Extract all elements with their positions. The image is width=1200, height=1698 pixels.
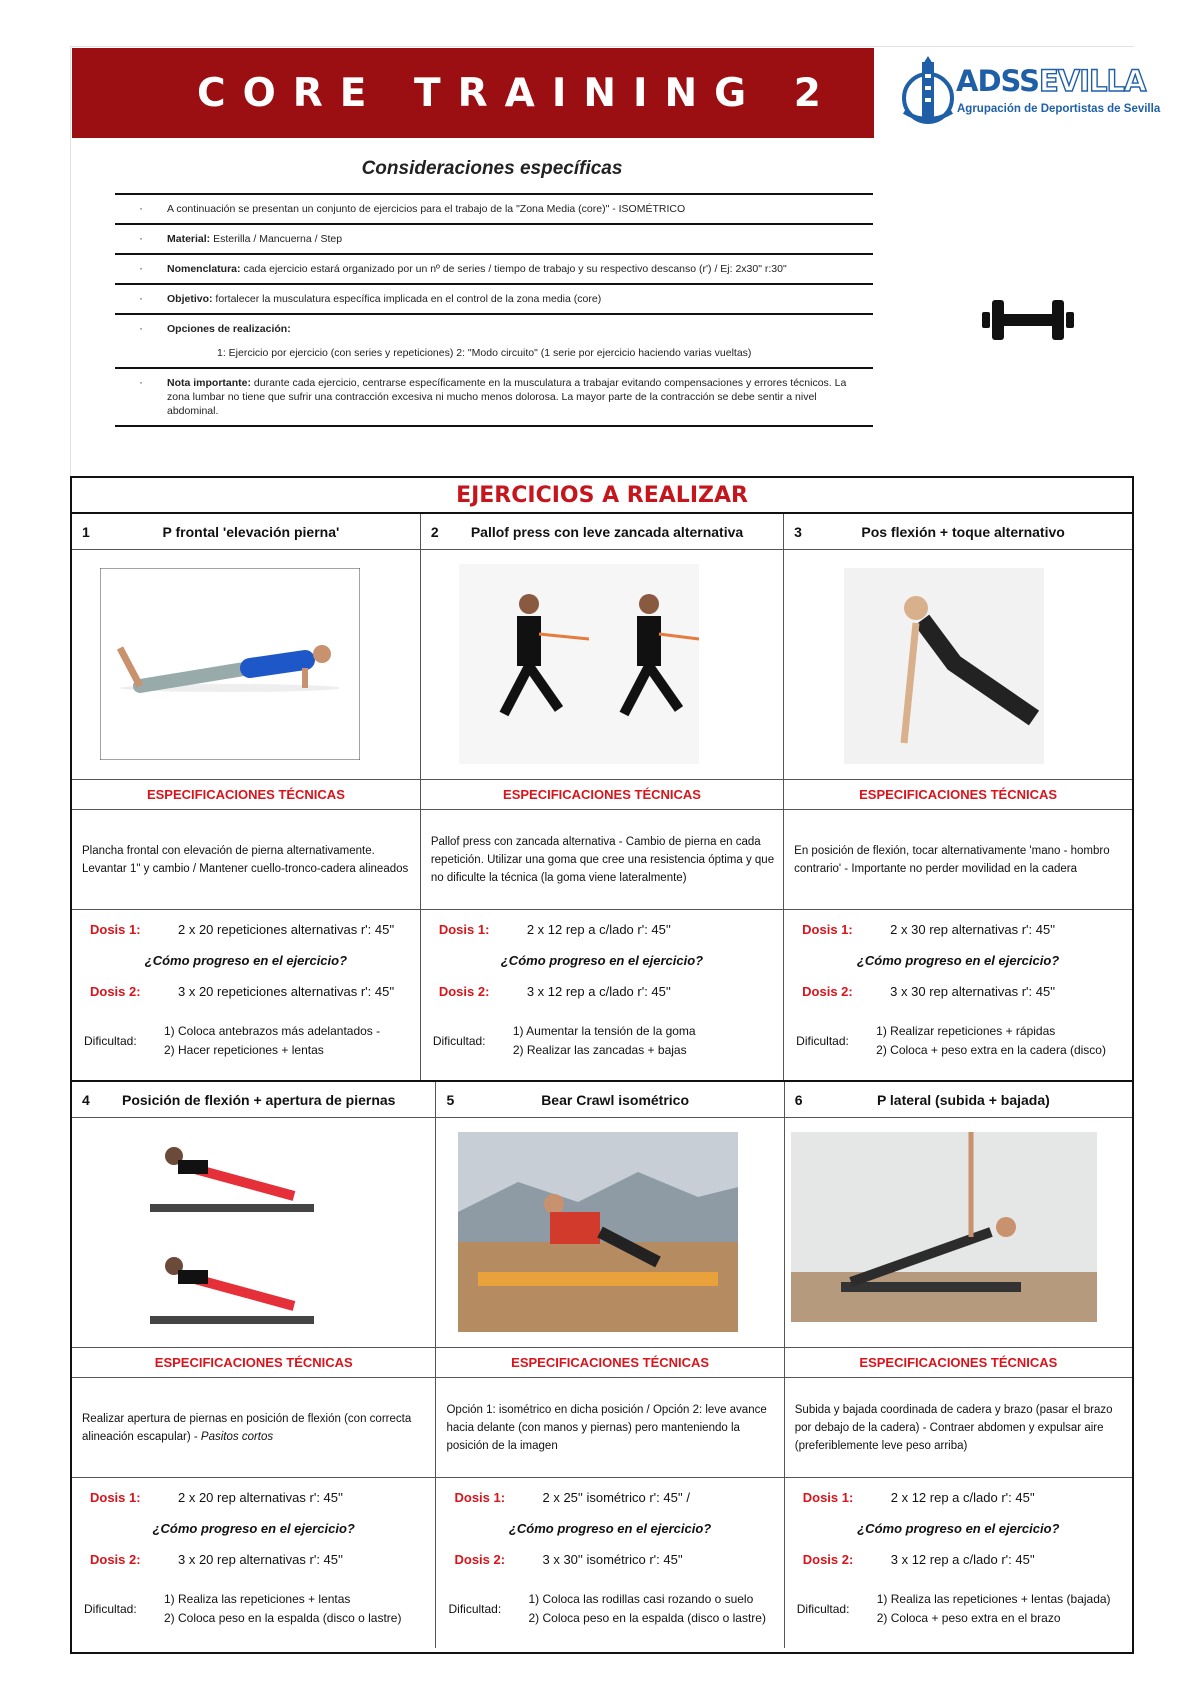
dose-2-label: Dosis 2: — [802, 984, 853, 999]
dose-1-value: 2 x 20 repeticiones alternativas r': 45'' — [178, 922, 395, 937]
progress-question: ¿Cómo progreso en el ejercicio? — [508, 1521, 712, 1536]
dose-2-label: Dosis 2: — [90, 1552, 141, 1567]
spec-label: ESPECIFICACIONES TÉCNICAS — [421, 780, 783, 810]
dose-1-label: Dosis 1: — [438, 922, 490, 937]
logo-subtitle: Agrupación de Deportistas de Sevilla — [957, 103, 1161, 115]
dose-1-value: 2 x 12 rep a c/lado r': 45'' — [890, 1490, 1035, 1505]
spec-label: ESPECIFICACIONES TÉCNICAS — [785, 1348, 1132, 1378]
exercise-title — [72, 514, 420, 550]
difficulty — [448, 1590, 779, 1628]
dose-1 — [454, 1490, 777, 1505]
dose-1 — [803, 1490, 1126, 1505]
page-left-rule — [70, 46, 71, 476]
spec-label: ESPECIFICACIONES TÉCNICAS — [72, 780, 420, 810]
exercise-image — [784, 550, 1132, 780]
exercise-number: 2 — [430, 523, 439, 540]
exercise-name: P lateral (subida + bajada) — [876, 1091, 1050, 1108]
exercise-card — [436, 1082, 784, 1648]
difficulty-label: Dificultad: — [448, 1602, 502, 1616]
difficulty — [84, 1022, 416, 1060]
consideration-item — [115, 225, 873, 255]
exercise-photo — [791, 1132, 1097, 1322]
dose-1-label: Dosis 1: — [802, 1490, 854, 1505]
dose-2-value: 3 x 30'' isométrico r': 45'' — [542, 1552, 683, 1567]
exercise-image — [421, 550, 783, 780]
dose-2-label: Dosis 2: — [802, 1552, 854, 1567]
difficulty — [797, 1590, 1128, 1628]
consideration-item — [115, 369, 873, 427]
dose-1-label: Dosis 1: — [802, 922, 853, 937]
dose-area — [421, 910, 783, 1080]
exercise-photo — [844, 568, 1044, 764]
difficulty-label: Dificultad: — [796, 1602, 850, 1616]
dose-2 — [439, 984, 777, 999]
exercise-card — [72, 514, 421, 1080]
exercise-name: P frontal 'elevación pierna' — [162, 523, 340, 540]
exercise-photo — [144, 1126, 320, 1336]
dose-2 — [803, 1552, 1126, 1567]
spec-description: Plancha frontal con elevación de pierna alternativamente. Levantar 1" y cambio / Mantener cuello-tronco-cadera alineados — [82, 844, 409, 875]
exercise-row-2 — [72, 1082, 1132, 1648]
dose-2-value: 3 x 30 rep alternativas r': 45'' — [890, 984, 1056, 999]
dose-area — [784, 910, 1132, 1080]
exercise-number: 1 — [82, 523, 90, 540]
difficulty — [84, 1590, 431, 1628]
logo-brand-ads: ADS — [956, 64, 1020, 98]
exercise-image — [72, 1118, 435, 1348]
difficulty-label: Dificultad: — [432, 1034, 486, 1048]
exercise-card — [72, 1082, 436, 1648]
difficulty-option-2: 2) Coloca peso en la espalda (disco o lastre) — [528, 1611, 766, 1625]
spec-text — [72, 810, 420, 910]
consideration-text: durante cada ejercicio, centrarse específicamente en la musculatura a trabajar evitando compensaciones y errores técnicos. La zona lumbar no tiene que sufrir una contracción excesiva ni mucho menos dolorosa. La mayor parte de la contracción se debe sentir a nivel abdominal. — [167, 377, 847, 417]
consideration-label: Opciones de realización: — [167, 323, 291, 335]
exercise-card — [785, 1082, 1132, 1648]
spec-label: ESPECIFICACIONES TÉCNICAS — [436, 1348, 783, 1378]
dose-1-value: 2 x 30 rep alternativas r': 45'' — [890, 922, 1056, 937]
spec-text — [421, 810, 783, 910]
exercise-title — [784, 514, 1132, 550]
considerations-list — [115, 193, 873, 427]
dose-2-label: Dosis 2: — [90, 984, 141, 999]
dose-1 — [90, 1490, 429, 1505]
dose-area — [72, 1478, 435, 1648]
exercises-heading: EJERCICIOS A REALIZAR — [72, 478, 1132, 514]
dose-2 — [802, 984, 1126, 999]
dose-1-value: 2 x 12 rep a c/lado r': 45'' — [526, 922, 671, 937]
consideration-item — [115, 285, 873, 315]
dose-1-label: Dosis 1: — [90, 922, 141, 937]
dose-1-value: 2 x 25'' isométrico r': 45'' / — [542, 1490, 691, 1505]
exercise-card — [784, 514, 1132, 1080]
dose-2-value: 3 x 12 rep a c/lado r': 45'' — [526, 984, 671, 999]
difficulty-option-1: 1) Coloca las rodillas casi rozando o suelo — [528, 1592, 754, 1606]
consideration-label: Material: — [167, 233, 214, 245]
exercise-image — [785, 1118, 1132, 1348]
dose-1 — [90, 922, 414, 937]
spec-description: Realizar apertura de piernas en posición de flexión (con correcta alineación escapular) - — [82, 1412, 412, 1443]
consideration-text: fortalecer la musculatura específica implicada en el control de la zona media (core) — [215, 293, 602, 305]
difficulty-option-1: 1) Realizar repeticiones + rápidas — [876, 1024, 1056, 1038]
difficulty-option-2: 2) Coloca + peso extra en el brazo — [876, 1611, 1061, 1625]
exercise-number: 3 — [794, 523, 802, 540]
exercise-image — [72, 550, 420, 780]
spec-description: Opción 1: isométrico en dicha posición / Opción 2: leve avance hacia delante (con manos y piernas) pero manteniendo la posición de la imagen — [446, 1403, 767, 1452]
page-top-rule — [70, 46, 1134, 47]
consideration-label: Nomenclatura: — [167, 263, 244, 275]
consideration-item — [115, 195, 873, 225]
consideration-text: Esterilla / Mancuerna / Step — [213, 233, 343, 245]
dose-1 — [802, 922, 1126, 937]
exercise-title — [436, 1082, 783, 1118]
exercise-grid — [70, 476, 1134, 1654]
spec-description: Pallof press con zancada alternativa - Cambio de pierna en cada repetición. Utilizar una goma que cree una resistencia óptima y que no dificulte la técnica (la goma viene lateralmente) — [430, 835, 775, 884]
progress-question: ¿Cómo progreso en el ejercicio? — [500, 953, 704, 968]
dose-2 — [90, 984, 414, 999]
exercise-number: 5 — [446, 1091, 455, 1108]
difficulty-option-2: 2) Coloca peso en la espalda (disco o lastre) — [164, 1611, 402, 1625]
difficulty-option-2: 2) Realizar las zancadas + bajas — [512, 1043, 687, 1057]
progress-question: ¿Cómo progreso en el ejercicio? — [857, 1521, 1060, 1536]
difficulty-option-1: 1) Coloca antebrazos más adelantados - — [164, 1024, 381, 1038]
dose-area — [436, 1478, 783, 1648]
title-bar — [72, 48, 874, 138]
exercise-name: Bear Crawl isométrico — [541, 1091, 690, 1108]
logo-brand — [956, 64, 1145, 98]
dose-1 — [439, 922, 777, 937]
exercise-image — [436, 1118, 783, 1348]
difficulty-option-2: 2) Hacer repeticiones + lentas — [164, 1043, 324, 1057]
consideration-item — [115, 255, 873, 285]
difficulty-option-1: 1) Aumentar la tensión de la goma — [512, 1024, 696, 1038]
difficulty-option-2: 2) Coloca + peso extra en la cadera (disco) — [876, 1043, 1106, 1057]
exercise-name: Pallof press con leve zancada alternativa — [470, 523, 744, 540]
exercise-number: 4 — [82, 1091, 90, 1108]
progress-question: ¿Cómo progreso en el ejercicio? — [144, 953, 348, 968]
spec-description: Subida y bajada coordinada de cadera y brazo (pasar el brazo por debajo de la cadera) - Contraer abdomen y expulsar aire (preferiblemente leve peso arriba) — [794, 1403, 1113, 1452]
consideration-label: Objetivo: — [167, 293, 216, 305]
ads-logo — [900, 56, 1161, 132]
dose-2-label: Dosis 2: — [438, 984, 490, 999]
spec-label: ESPECIFICACIONES TÉCNICAS — [784, 780, 1132, 810]
exercise-photo — [459, 564, 699, 764]
dose-1-value: 2 x 20 rep alternativas r': 45'' — [178, 1490, 343, 1505]
exercise-name: Pos flexión + toque alternativo — [861, 523, 1065, 540]
dose-area — [72, 910, 420, 1080]
exercise-name: Posición de flexión + apertura de piernas — [122, 1091, 396, 1108]
spec-text — [784, 810, 1132, 910]
dose-2-label: Dosis 2: — [454, 1552, 506, 1567]
exercise-title — [785, 1082, 1132, 1118]
logo-brand-sevilla: SEVILLA — [1019, 64, 1146, 98]
dose-1-label: Dosis 1: — [454, 1490, 506, 1505]
difficulty-label: Dificultad: — [796, 1034, 849, 1048]
consideration-label: Nota importante: — [167, 377, 254, 389]
difficulty-option-1: 1) Realiza las repeticiones + lentas — [164, 1592, 351, 1606]
dose-2-value: 3 x 20 repeticiones alternativas r': 45'' — [178, 984, 395, 999]
exercise-number: 6 — [794, 1091, 803, 1108]
dumbbell-icon — [982, 290, 1074, 350]
exercise-card — [421, 514, 784, 1080]
difficulty-option-1: 1) Realiza las repeticiones + lentas (bajada) — [876, 1592, 1111, 1606]
progress-question: ¿Cómo progreso en el ejercicio? — [856, 953, 1060, 968]
difficulty — [433, 1022, 779, 1060]
spec-text — [436, 1378, 783, 1478]
exercise-row-1 — [72, 514, 1132, 1082]
giralda-logo — [900, 56, 956, 132]
considerations-title: Consideraciones específicas — [361, 158, 623, 179]
spec-description: En posición de flexión, tocar alternativamente 'mano - hombro contrario' - Importante no perder movilidad en la cadera — [794, 844, 1110, 875]
dose-2 — [454, 1552, 777, 1567]
exercise-photo — [100, 568, 360, 760]
exercise-photo — [458, 1132, 738, 1332]
dose-2-value: 3 x 20 rep alternativas r': 45'' — [178, 1552, 343, 1567]
difficulty-label: Dificultad: — [84, 1034, 137, 1048]
consideration-subtext: 1: Ejercicio por ejercicio (con series y repeticiones) 2: "Modo circuito" (1 serie por ejercicio haciendo varias vueltas) — [217, 347, 752, 359]
dose-1-label: Dosis 1: — [90, 1490, 141, 1505]
spec-text — [72, 1378, 435, 1478]
difficulty — [796, 1022, 1128, 1060]
spec-text — [785, 1378, 1132, 1478]
difficulty-label: Dificultad: — [84, 1602, 137, 1616]
exercise-title — [421, 514, 783, 550]
dose-2 — [90, 1552, 429, 1567]
consideration-item — [115, 315, 873, 369]
exercise-title — [72, 1082, 435, 1118]
progress-question: ¿Cómo progreso en el ejercicio? — [152, 1521, 355, 1536]
spec-label: ESPECIFICACIONES TÉCNICAS — [72, 1348, 435, 1378]
spec-italic-note: Pasitos cortos — [200, 1430, 274, 1443]
page-title: CORE TRAINING 2 — [197, 70, 838, 116]
dose-2-value: 3 x 12 rep a c/lado r': 45'' — [890, 1552, 1035, 1567]
dose-area — [785, 1478, 1132, 1648]
consideration-text: cada ejercicio estará organizado por un nº de series / tiempo de trabajo y su respectivo descanso (r') / Ej: 2x30" r:30" — [243, 263, 787, 275]
consideration-text: A continuación se presentan un conjunto de ejercicios para el trabajo de la "Zona Media (core)" - ISOMÉTRICO — [167, 203, 686, 215]
